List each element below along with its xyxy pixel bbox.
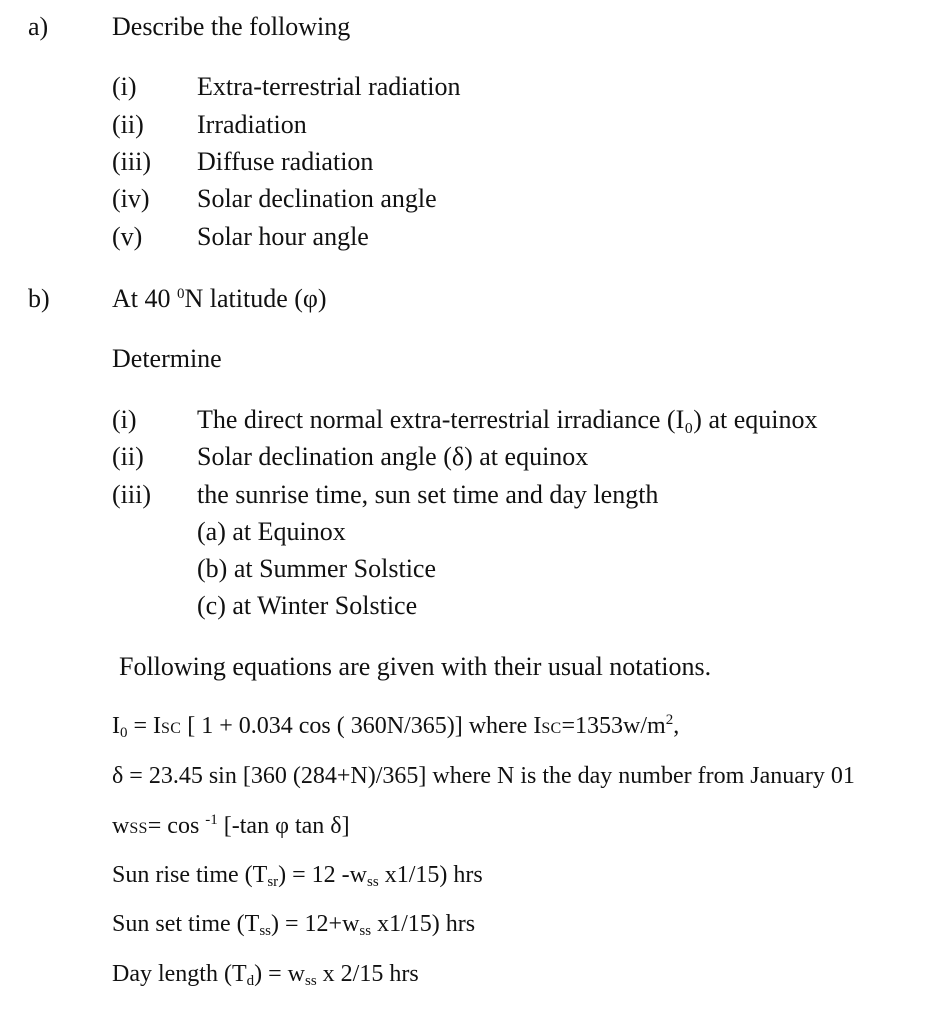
part-b-label: b): [28, 284, 50, 313]
equation-irradiance: $I_0$ = ISC [ 1 + 0.034 cos ( 360N/365)] where $ISC=1353w/m^2$,: [112, 712, 680, 741]
part-a-item-text: Diffuse radiation: [197, 147, 374, 176]
subitem: (c) at Winter Solstice: [197, 591, 418, 620]
part-a-item-text: Irradiation: [197, 110, 307, 139]
determine-label: Determine: [112, 344, 222, 373]
part-a-item-text: Solar declination angle: [197, 184, 437, 213]
part-a-label: a): [28, 12, 49, 41]
part-a-item-num: (ii): [112, 110, 144, 139]
equation-declination: δ = 23.45 sin [360 (284+N)/365] where N is the day number from January 01: [112, 763, 855, 789]
part-a-item-num: (iv): [112, 184, 150, 213]
equation-sunset: Sun set time $(T_{ss}) = 12+w_{ss}$ x1/15) hrs: [112, 911, 476, 939]
latitude-line: At 40 $^0$N latitude (φ): [112, 284, 327, 313]
part-b-item-num: (iii): [112, 480, 151, 509]
part-b-item-num: (ii): [112, 442, 144, 471]
part-a-item-num: (i): [112, 72, 137, 101]
part-b-item-text: The direct normal extra-terrestrial irradiance (I₀) at equinox: [197, 405, 818, 434]
subitem: (a) at Equinox: [197, 517, 346, 546]
equation-hour-angle: wSS= cos $^{-1}$ [-tan φ tan δ]: [112, 812, 350, 839]
part-a-item-text: Solar hour angle: [197, 222, 369, 251]
part-b-item-text: the sunrise time, sun set time and day length: [197, 480, 659, 509]
equations-intro: Following equations are given with their usual notations.: [119, 652, 712, 681]
part-a-item-text: Extra-terrestrial radiation: [197, 72, 461, 101]
subitem: (b) at Summer Solstice: [197, 554, 437, 583]
equation-day-length: Day length $(T_d) = w_{ss}$ x 2/15 hrs: [112, 961, 419, 989]
part-a-item-num: (iii): [112, 147, 151, 176]
part-b-item-text: Solar declination angle (δ) at equinox: [197, 442, 589, 471]
part-a-heading: Describe the following: [112, 12, 351, 41]
equation-sunrise: Sun rise time $(T_{sr}) = 12$ $-w_{ss}$ x1/15) hrs: [112, 862, 483, 890]
part-b-item-num: (i): [112, 405, 137, 434]
part-a-item-num: (v): [112, 222, 143, 251]
